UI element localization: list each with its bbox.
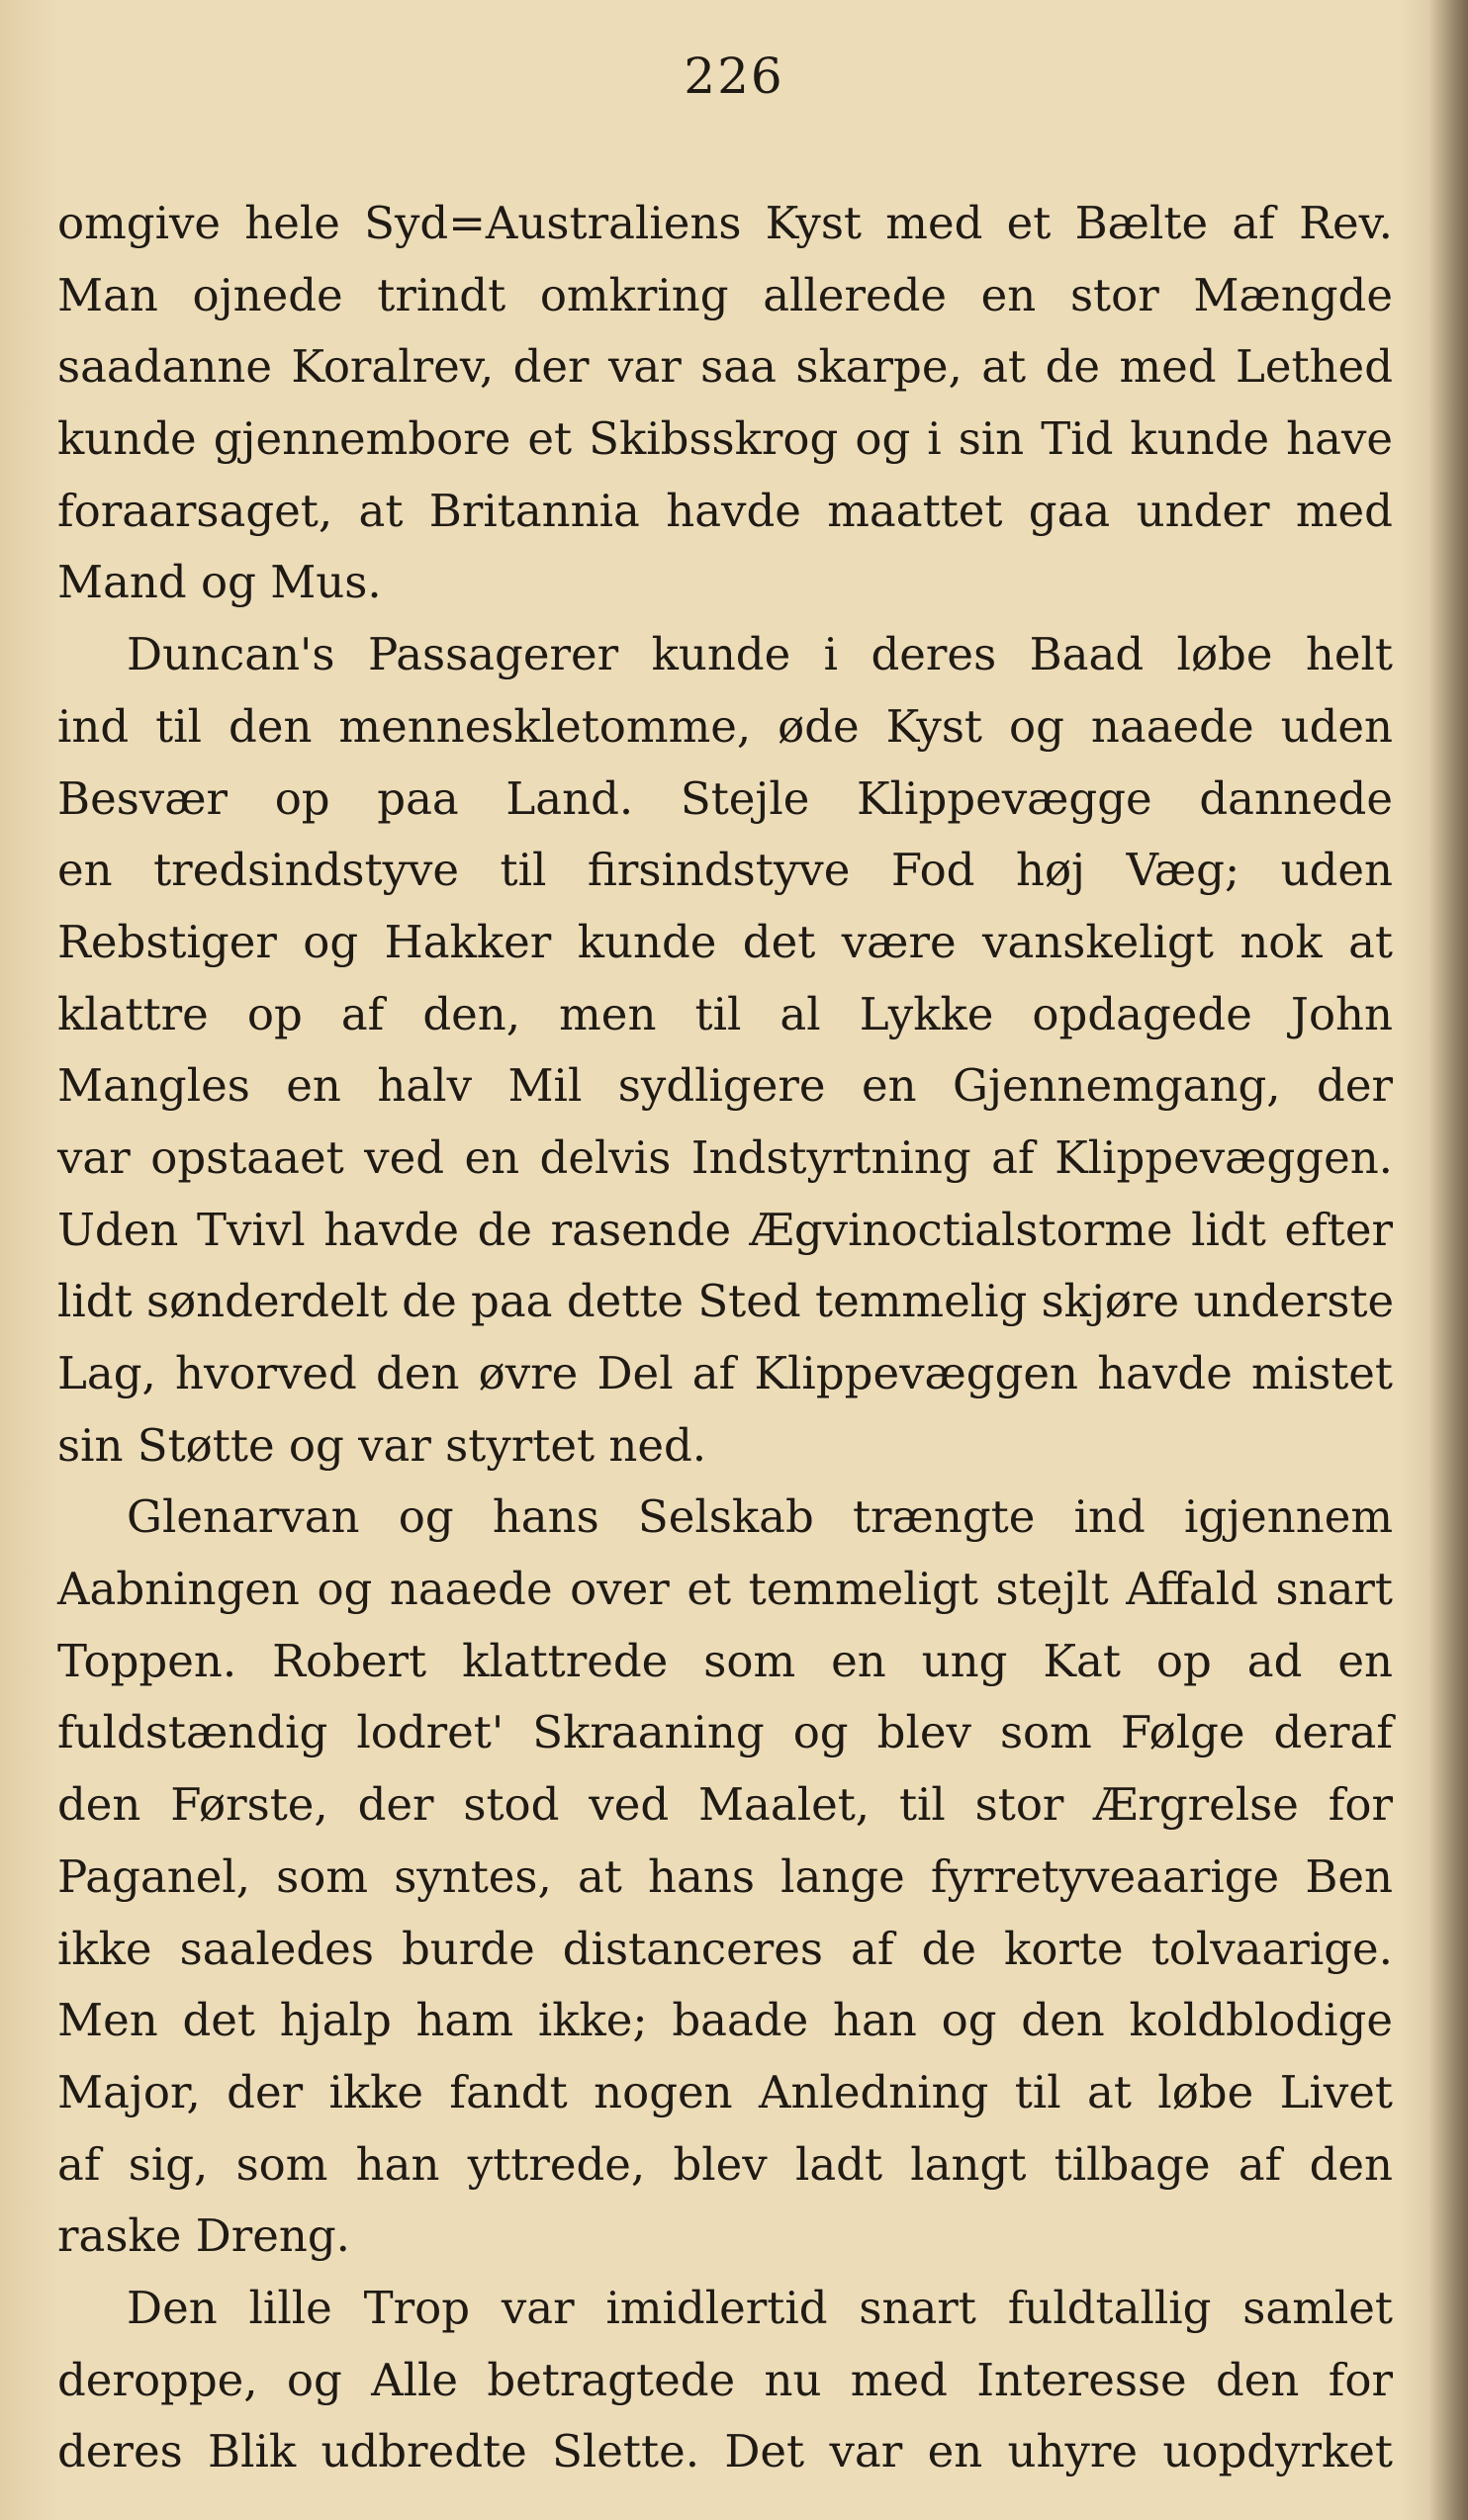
text-line: kunde gjennembore et Skibsskrog og i sin Tid kunde have xyxy=(57,412,1393,466)
text-line: Rebstiger og Hakker kunde det være vanskeligt nok at xyxy=(57,915,1393,968)
text-line: deres Blik udbredte Slette. Det var en uhyre uopdyrket xyxy=(57,2425,1393,2478)
text-line: saadanne Koralrev, der var saa skarpe, at de med Lethed xyxy=(57,340,1393,394)
text-line: Major, der ikke fandt nogen Anledning til at løbe Livet xyxy=(57,2065,1393,2118)
text-line: ikke saaledes burde distanceres af de korte tolvaarige. xyxy=(57,1922,1393,1975)
text-line: af sig, som han yttrede, blev ladt langt tilbage af den xyxy=(57,2137,1393,2191)
text-line: klattre op af den, men til al Lykke opdagede John xyxy=(57,987,1393,1040)
text-line: deroppe, og Alle betragtede nu med Interesse den for xyxy=(57,2353,1393,2406)
text-line: ind til den menneskletomme, øde Kyst og naaede uden xyxy=(57,699,1393,753)
text-line: raske Dreng. xyxy=(57,2209,350,2263)
text-line: Toppen. Robert klattrede som en ung Kat op ad en xyxy=(57,1634,1393,1687)
text-line: Besvær op paa Land. Stejle Klippevægge dannede xyxy=(57,771,1393,825)
text-line: Den lille Trop var imidlertid snart fuldtallig samlet xyxy=(127,2281,1393,2334)
text-line: foraarsaget, at Britannia havde maattet gaa under med xyxy=(57,484,1393,537)
text-line: Mangles en halv Mil sydligere en Gjennemgang, der xyxy=(57,1059,1393,1113)
text-line: den Første, der stod ved Maalet, til stor Ærgrelse for xyxy=(57,1778,1393,1832)
body-text xyxy=(57,188,1393,2488)
text-line: lidt sønderdelt de paa dette Sted temmelig skjøre underste xyxy=(57,1275,1395,1328)
page-number: 226 xyxy=(684,47,784,105)
text-line: en tredsindstyve til firsindstyve Fod høj Væg; uden xyxy=(57,844,1393,897)
text-line: Paganel, som syntes, at hans lange fyrretyveaarige Ben xyxy=(57,1849,1393,1903)
text-line: Duncan's Passagerer kunde i deres Baad løbe helt xyxy=(127,628,1393,681)
text-line: Aabningen og naaede over et temmeligt stejlt Affald snart xyxy=(57,1563,1393,1616)
text-line: var opstaaet ved en delvis Indstyrtning af Klippevæggen. xyxy=(57,1130,1393,1184)
text-line: omgive hele Syd=Australiens Kyst med et Bælte af Rev. xyxy=(57,197,1393,249)
page-edge-shadow xyxy=(1428,0,1468,2520)
text-line: Men det hjalp ham ikke; baade han og den koldblodige xyxy=(57,1994,1393,2047)
text-line: Man ojnede trindt omkring allerede en stor Mængde xyxy=(57,268,1393,321)
text-line: Mand og Mus. xyxy=(57,556,382,609)
text-line: Lag, hvorved den øvre Del af Klippevæggen havde mistet xyxy=(57,1347,1393,1399)
text-line: Glenarvan og hans Selskab trængte ind igjennem xyxy=(127,1490,1393,1544)
text-line: sin Støtte og var styrtet ned. xyxy=(57,1418,707,1472)
text-line: Uden Tvivl havde de rasende Ægvinoctialstorme lidt efter xyxy=(57,1203,1393,1256)
text-line: fuldstændig lodret' Skraaning og blev som Følge deraf xyxy=(57,1706,1393,1759)
